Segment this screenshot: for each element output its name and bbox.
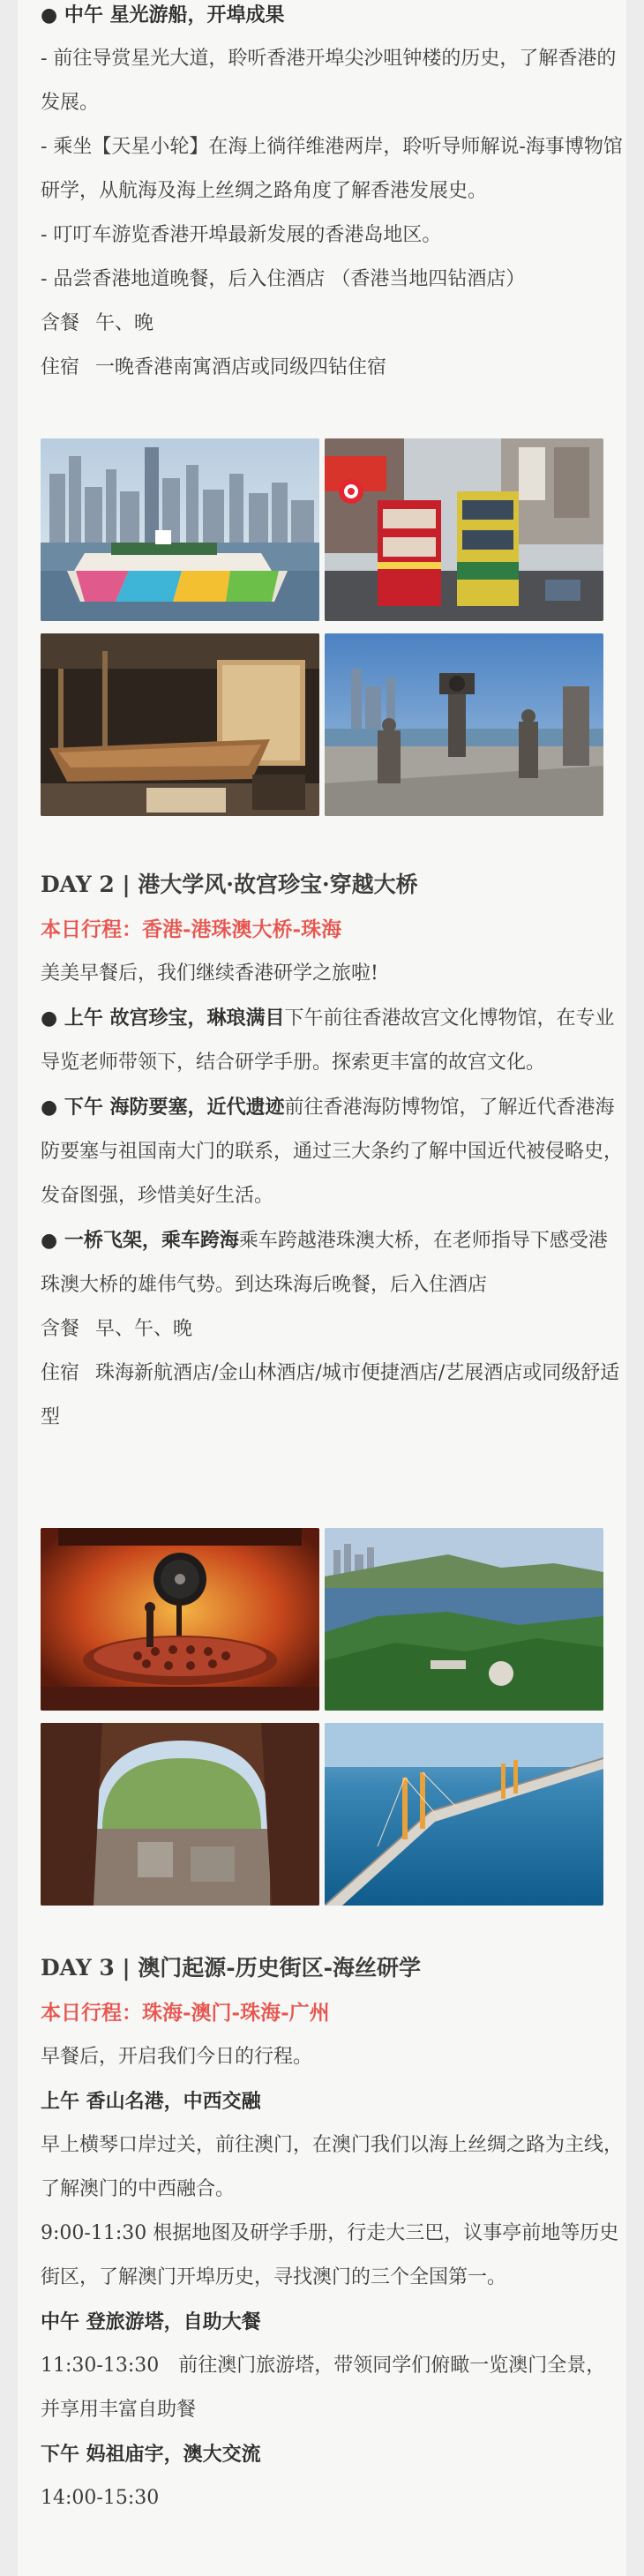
day2-stay [41, 1352, 623, 1440]
day2-bridge [41, 1218, 623, 1307]
star-ferry-photo [41, 438, 319, 621]
day1-meals [41, 302, 623, 346]
day2-afternoon-text: 前往香港海防博物馆，了解近代香港海防要塞与祖国南大门的联系，通过三大条约了解中国近代被侵略史，发奋图强，珍惜美好生活。 [41, 1097, 624, 1207]
day2-intro: 美美早餐后，我们继续香港研学之旅啦! [41, 962, 378, 985]
fort-tunnel-photo [41, 1723, 319, 1906]
day3-afternoon-heading: 下午 妈祖庙宇，澳大交流 [41, 2443, 261, 2466]
maritime-museum-photo [41, 633, 319, 816]
day2-title: DAY 2 | 港大学风·故宫珍宝·穿越大桥 [41, 872, 418, 897]
day3-afternoon-time: 14:00-15:30 [41, 2487, 160, 2509]
day2-morning-text: 下午前往香港故宫文化博物馆，在专业导览老师带领下，结合研学手册。探索更丰富的故宫文化。 [41, 1007, 615, 1074]
stay-value: 一晚香港南寓酒店或同级四钻住宿 [95, 356, 387, 378]
day3-morning-text: 早上横琴口岸过关，前往澳门，在澳门我们以海上丝绸之路为主线，了解澳门的中西融合。 [41, 2134, 624, 2200]
stay-value: 珠海新航酒店/金山林酒店/城市便捷酒店/艺展酒店或同级舒适型 [41, 1362, 620, 1428]
tram-photo [325, 438, 603, 621]
meals-value: 早、午、晚 [95, 1318, 193, 1340]
day3-morning-schedule: 9:00-11:30 根据地图及研学手册，行走大三巴，议事亭前地等历史街区，了解澳门开埠历史，寻找澳门的三个全国第一。 [41, 2222, 619, 2288]
article-page [18, 0, 626, 2576]
meals-label: 含餐 [41, 312, 80, 334]
hzmb-bridge-photo [325, 1723, 603, 1906]
day1-bullet-2: - 乘坐【天星小轮】在海上徜徉维港两岸，聆听导师解说-海事博物馆研学，从航海及海上丝绸之路角度了解香港发展史。 [41, 136, 623, 202]
meals-value: 午、晚 [95, 312, 154, 334]
day1-bullet-4: - 品尝香港地道晚餐，后入住酒店 （香港当地四钻酒店） [41, 268, 526, 290]
day2-afternoon-heading: ● 下午 海防要塞，近代遗迹 [41, 1096, 285, 1119]
meals-label: 含餐 [41, 1318, 80, 1340]
day2-meals [41, 1307, 623, 1352]
day3-section [41, 1945, 623, 2520]
stay-label: 住宿 [41, 356, 80, 378]
day3-title: DAY 3 | 澳门起源-历史街区-海丝研学 [41, 1955, 422, 1981]
day2-bridge-text: 乘车跨越港珠澳大桥，在老师指导下感受港珠澳大桥的雄伟气势。到达珠海后晚餐，后入住酒店 [41, 1230, 608, 1296]
day1-section [41, 0, 623, 390]
day3-intro: 早餐后，开启我们今日的行程。 [41, 2046, 313, 2068]
coastal-defence-museum-photo [41, 1528, 319, 1711]
avenue-of-stars-photo [325, 633, 603, 816]
day3-morning-heading: 上午 香山名港，中西交融 [41, 2090, 261, 2113]
day2-route: 本日行程：香港-港珠澳大桥-珠海 [41, 917, 342, 941]
day1-stay [41, 346, 623, 390]
day2-morning-heading: ● 上午 故宫珍宝，琳琅满目 [41, 1007, 285, 1030]
day1-noon-heading: ● 中午 星光游船，开埠成果 [41, 4, 285, 26]
day1-bullet-3: - 叮叮车游览香港开埠最新发展的香港岛地区。 [41, 224, 442, 246]
day2-afternoon [41, 1085, 623, 1218]
day3-noon-text: 11:30-13:30 前往澳门旅游塔，带领同学们俯瞰一览澳门全景，并享用丰富自助餐 [41, 2355, 606, 2421]
day2-morning [41, 996, 623, 1085]
day3-noon-heading: 中午 登旅游塔，自助大餐 [41, 2310, 261, 2333]
stay-label: 住宿 [41, 1362, 80, 1384]
hong-kong-island-aerial-photo [325, 1528, 603, 1711]
day3-route: 本日行程：珠海-澳门-珠海-广州 [41, 2001, 330, 2025]
day2-bridge-heading: ● 一桥飞架，乘车跨海 [41, 1229, 239, 1252]
day1-bullet-1: - 前往导赏星光大道，聆听香港开埠尖沙咀钟楼的历史，了解香港的发展。 [41, 48, 617, 114]
day2-section [41, 862, 623, 1440]
